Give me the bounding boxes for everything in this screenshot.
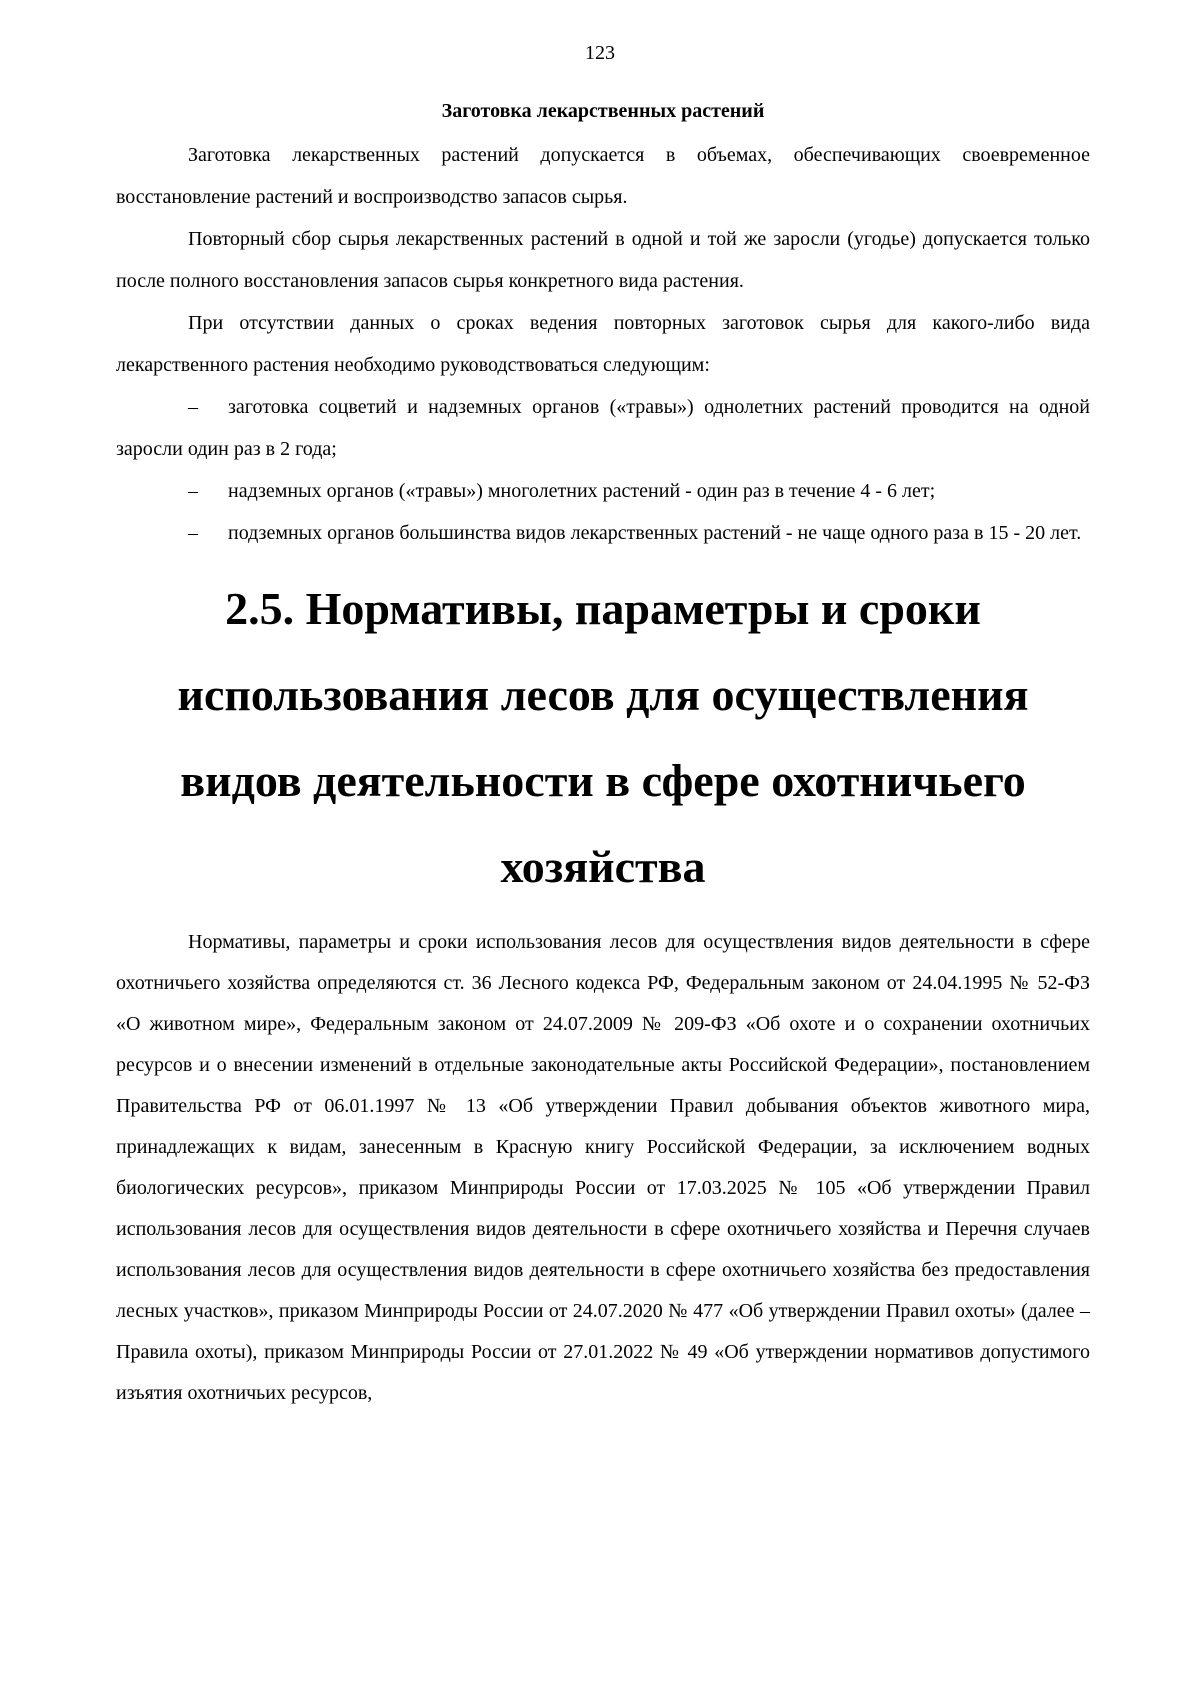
list-item-text: подземных органов большинства видов лекарственных растений - не чаще одного раза в 15 - 20 лет. xyxy=(228,522,1082,544)
paragraph-1: Заготовка лекарственных растений допускается в объемах, обеспечивающих своевременное восстановление растений и воспроизводство запасов сырья. xyxy=(116,144,1090,208)
subheading: Заготовка лекарственных растений xyxy=(441,100,765,122)
list-item xyxy=(116,512,1090,554)
main-paragraph: Нормативы, параметры и сроки использования лесов для осуществления видов деятельности в сфере охотничьего хозяйства определяются ст. 36 Лесного кодекса РФ, Федеральным законом от 24.04.1995 № 52-ФЗ «О животном мире», Федеральным законом от 24.07.2009 № 209-ФЗ «Об охоте и о сохранении охотничьих ресурсов и о внесении изменений в отдельные законодательные акты Российской Федерации», постановлением Правительства РФ от 06.01.1997 № 13 «Об утверждении Правил добывания объектов животного мира, принадлежащих к видам, занесенным в Красную книгу Российской Федерации, за исключением водных биологических ресурсов», приказом Минприроды России от 17.03.2025 № 105 «Об утверждении Правил использования лесов для осуществления видов деятельности в сфере охотничьего хозяйства и Перечня случаев использования лесов для осуществления видов деятельности в сфере охотничьего хозяйства без предоставления лесных участков», приказом Минприроды России от 24.07.2020 № 477 «Об утверждении Правил охоты» (далее – Правила охоты), приказом Минприроды России от 27.01.2022 № 49 «Об утверждении нормативов допустимого изъятия охотничьих ресурсов, xyxy=(116,931,1090,1404)
paragraph-2: Повторный сбор сырья лекарственных растений в одной и той же заросли (угодье) допускается только после полного восстановления запасов сырья конкретного вида растения. xyxy=(116,228,1090,292)
page-number: 123 xyxy=(585,42,615,64)
dash-marker: – xyxy=(188,480,198,502)
dash-marker: – xyxy=(188,396,198,418)
dash-marker: – xyxy=(188,522,198,544)
list-item-text: заготовка соцветий и надземных органов («травы») однолетних растений проводится на одной заросли один раз в 2 года; xyxy=(116,396,1090,460)
list-item xyxy=(116,470,1090,512)
section-title: 2.5. Нормативы, параметры и сроки использования лесов для осуществления видов деятельности в сфере охотничьего хозяйства xyxy=(177,583,1029,892)
paragraph-3: При отсутствии данных о сроках ведения повторных заготовок сырья для какого-либо вида лекарственного растения необходимо руководствоваться следующим: xyxy=(116,312,1090,376)
list-item xyxy=(116,386,1090,470)
list-item-text: надземных органов («травы») многолетних растений - один раз в течение 4 - 6 лет; xyxy=(228,480,936,502)
page-content xyxy=(116,92,1090,1414)
